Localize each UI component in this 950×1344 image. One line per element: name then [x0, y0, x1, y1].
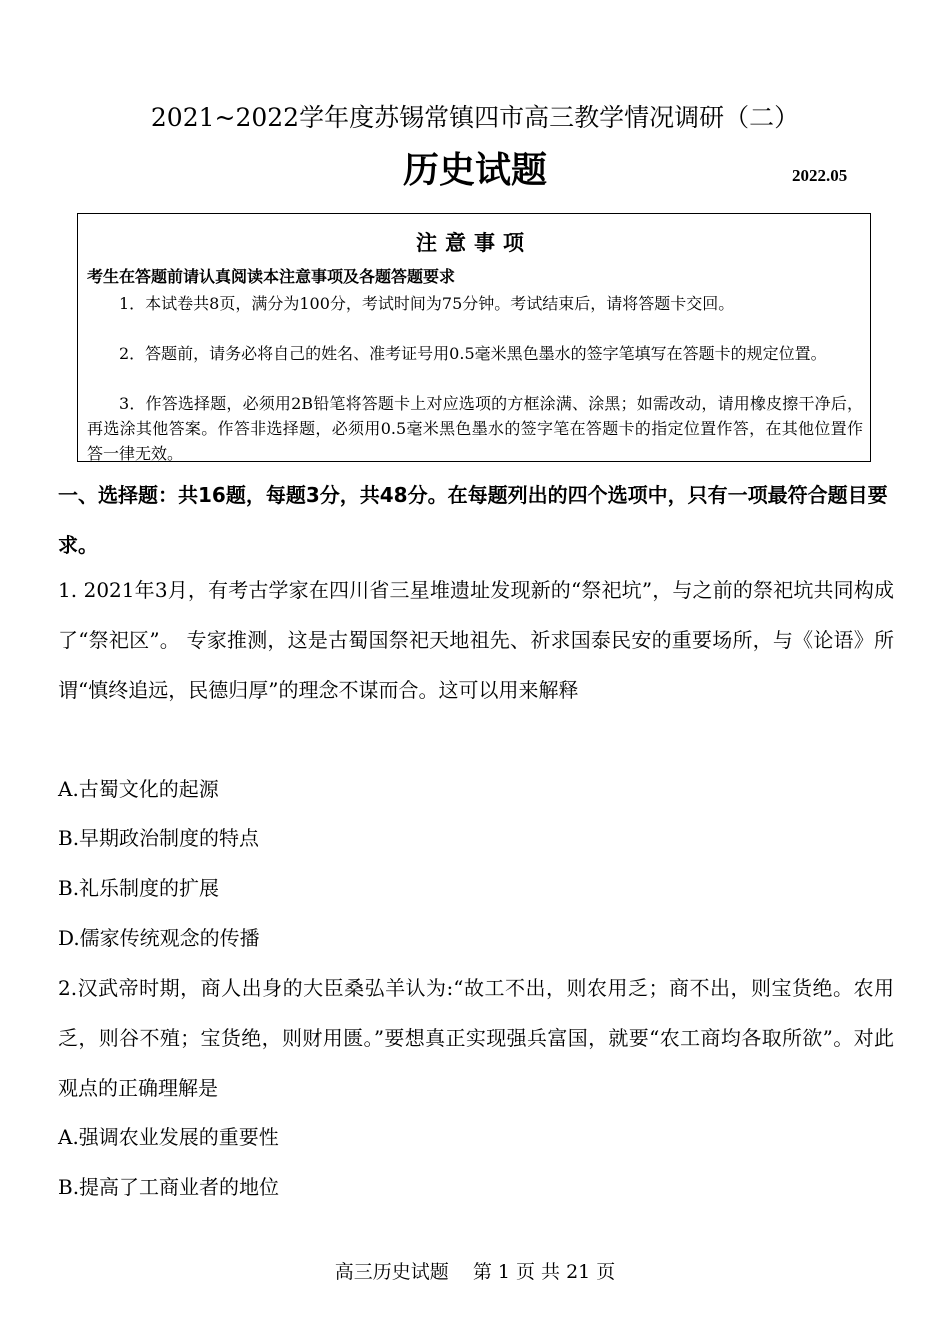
page-footer: 高三历史试题 第 1 页 共 21 页: [334, 1261, 616, 1283]
exam-date: 2022.05: [792, 166, 848, 185]
question-stem: 2.汉武帝时期，商人出身的大臣桑弘羊认为:“故工不出，则农用乏；商不出，则宝货绝。农用乏，则谷不殖；宝货绝，则财用匮。”要想真正实现强兵富国，就要“农工商均各取所欲”。对此观点的正确理解是: [58, 976, 894, 1100]
section-heading: 一、选择题：共16题，每题3分，共48分。在每题列出的四个选项中，只有一项最符合题目要求。: [58, 483, 888, 557]
subject-title: 历史试题: [402, 150, 547, 191]
notice-item: 2．答题前，请务必将自己的姓名、准考证号用0.5毫米黑色墨水的签字笔填写在答题卡的规定位置。: [119, 344, 827, 363]
question-option: B.礼乐制度的扩展: [58, 876, 220, 900]
notice-intro: 考生在答题前请认真阅读本注意事项及各题答题要求: [87, 267, 456, 286]
question-option: B.提高了工商业者的地位: [58, 1175, 280, 1199]
question-option: A.古蜀文化的起源: [58, 777, 219, 801]
question-option: B.早期政治制度的特点: [58, 826, 260, 850]
notice-item: 1．本试卷共8页，满分为100分，考试时间为75分钟。考试结束后，请将答题卡交回。: [119, 294, 735, 313]
notice-item: 3．作答选择题，必须用2B铅笔将答题卡上对应选项的方框涂满、涂黑；如需改动，请用橡皮擦干净后，再选涂其他答案。作答非选择题，必须用0.5毫米黑色墨水的签字笔在答题卡的指定位置作答，在其他位置作答一律无效。: [87, 394, 863, 463]
question-stem: 1. 2021年3月，有考古学家在四川省三星堆遗址发现新的“祭祀坑”，与之前的祭祀坑共同构成了“祭祀区”。 专家推测，这是古蜀国祭祀天地祖先、祈求国泰民安的重要场所，与《论语》所谓“慎终追远，民德归厚”的理念不谋而合。这可以用来解释: [58, 578, 894, 702]
exam-title: 2021~2022学年度苏锡常镇四市高三教学情况调研（二）: [150, 103, 800, 132]
question-option: A.强调农业发展的重要性: [58, 1125, 279, 1149]
notice-heading: 注意事项: [416, 231, 532, 255]
question-option: D.儒家传统观念的传播: [58, 926, 260, 950]
notice-box: [77, 213, 871, 462]
